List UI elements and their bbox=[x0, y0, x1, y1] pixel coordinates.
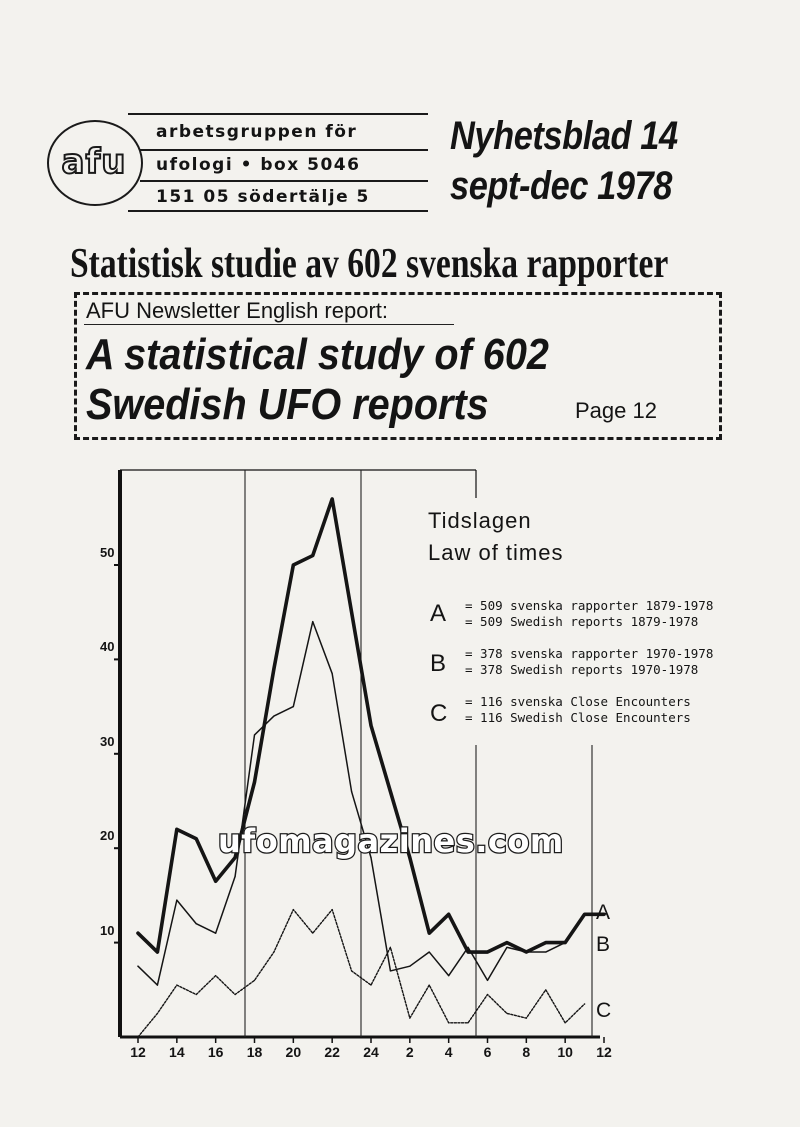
data-point-a bbox=[254, 782, 255, 783]
legend-letter-b: B bbox=[430, 650, 447, 677]
headline-swedish: Statistisk studie av 602 svenska rapporter bbox=[70, 241, 669, 287]
data-point-a bbox=[157, 951, 158, 952]
data-point-a bbox=[370, 725, 371, 726]
data-point-a bbox=[584, 914, 585, 915]
data-point-c bbox=[584, 1003, 585, 1004]
data-point-c bbox=[429, 984, 430, 985]
data-point-b bbox=[332, 673, 333, 674]
end-label-a: A bbox=[596, 901, 611, 924]
data-point-a bbox=[545, 942, 546, 943]
data-point-b bbox=[526, 951, 527, 952]
address-line-1: arbetsgruppen för bbox=[156, 122, 358, 142]
address-line-3: 151 05 södertälje 5 bbox=[156, 187, 370, 207]
data-point-b bbox=[137, 966, 138, 967]
watermark: ufomagazines.com bbox=[218, 822, 564, 860]
legend-b-swedish: = 378 svenska rapporter 1970-1978 bbox=[465, 646, 714, 661]
address-line-2: ufologi • box 5046 bbox=[156, 155, 361, 175]
data-point-b bbox=[506, 947, 507, 948]
data-point-a bbox=[196, 838, 197, 839]
newsletter-label: AFU Newsletter English report: bbox=[86, 298, 388, 323]
data-point-c bbox=[448, 1022, 449, 1023]
data-point-c bbox=[409, 1018, 410, 1019]
data-point-b bbox=[176, 900, 177, 901]
x-tick-label: 14 bbox=[169, 1044, 185, 1060]
x-tick-label: 6 bbox=[483, 1044, 492, 1060]
data-point-b bbox=[312, 621, 313, 622]
data-point-c bbox=[273, 951, 274, 952]
x-tick-label: 2 bbox=[405, 1044, 414, 1060]
legend-letter-a: A bbox=[430, 600, 447, 627]
data-point-b bbox=[565, 942, 566, 943]
data-point-b bbox=[390, 970, 391, 971]
data-point-a bbox=[351, 612, 352, 613]
english-title-line-2: Swedish UFO reports bbox=[86, 380, 489, 429]
data-point-a bbox=[215, 881, 216, 882]
data-point-c bbox=[467, 1022, 468, 1023]
data-point-b bbox=[215, 933, 216, 934]
x-tick-label: 20 bbox=[285, 1044, 302, 1060]
data-point-c bbox=[157, 1013, 158, 1014]
data-point-b bbox=[429, 951, 430, 952]
english-title-line-1: A statistical study of 602 bbox=[86, 330, 549, 379]
x-tick-label: 12 bbox=[596, 1044, 612, 1060]
data-point-a bbox=[273, 668, 274, 669]
x-tick-label: 16 bbox=[207, 1044, 224, 1060]
issue-date: sept-dec 1978 bbox=[450, 164, 672, 208]
end-label-c: C bbox=[596, 999, 612, 1022]
y-tick-label: 10 bbox=[100, 922, 115, 938]
data-point-c bbox=[215, 975, 216, 976]
data-point-c bbox=[312, 933, 313, 934]
x-tick-label: 18 bbox=[246, 1044, 263, 1060]
data-point-c bbox=[565, 1022, 566, 1023]
y-tick-label: 40 bbox=[100, 639, 115, 655]
x-tick-label: 10 bbox=[557, 1044, 573, 1060]
legend-b-english: = 378 Swedish reports 1970-1978 bbox=[465, 662, 699, 677]
data-point-a bbox=[448, 914, 449, 915]
data-point-b bbox=[254, 734, 255, 735]
data-point-b bbox=[157, 984, 158, 985]
data-point-c bbox=[487, 994, 488, 995]
data-point-a bbox=[506, 942, 507, 943]
data-point-c bbox=[137, 1036, 138, 1037]
data-point-c bbox=[390, 947, 391, 948]
legend-letter-c: C bbox=[430, 700, 448, 727]
data-point-c bbox=[351, 970, 352, 971]
issue-number: Nyhetsblad 14 bbox=[450, 114, 678, 158]
legend-c-swedish: = 116 svenska Close Encounters bbox=[465, 694, 691, 709]
legend-a-swedish: = 509 svenska rapporter 1879-1978 bbox=[465, 598, 714, 613]
chart-title: Tidslagen bbox=[428, 508, 532, 533]
data-point-c bbox=[176, 984, 177, 985]
chart-subtitle: Law of times bbox=[428, 540, 564, 565]
data-point-a bbox=[390, 791, 391, 792]
data-point-b bbox=[545, 951, 546, 952]
data-point-c bbox=[545, 989, 546, 990]
end-label-b: B bbox=[596, 933, 611, 956]
x-tick-label: 24 bbox=[363, 1044, 379, 1060]
data-point-c bbox=[234, 994, 235, 995]
data-point-b bbox=[409, 966, 410, 967]
y-tick-label: 50 bbox=[100, 545, 115, 560]
data-point-a bbox=[293, 564, 294, 565]
data-point-c bbox=[293, 909, 294, 910]
data-point-a bbox=[312, 555, 313, 556]
data-point-a bbox=[176, 829, 177, 830]
data-point-c bbox=[506, 1013, 507, 1014]
data-point-a bbox=[467, 951, 468, 952]
y-tick-label: 20 bbox=[100, 828, 115, 844]
data-point-b bbox=[487, 980, 488, 981]
data-point-c bbox=[526, 1018, 527, 1019]
data-point-b bbox=[293, 706, 294, 707]
data-point-b bbox=[467, 947, 468, 948]
data-point-c bbox=[370, 984, 371, 985]
page-reference: Page 12 bbox=[575, 398, 657, 423]
legend-a-english: = 509 Swedish reports 1879-1978 bbox=[465, 614, 699, 629]
legend-c-english: = 116 Swedish Close Encounters bbox=[465, 710, 691, 725]
data-point-b bbox=[234, 876, 235, 877]
data-point-a bbox=[429, 933, 430, 934]
data-point-c bbox=[196, 994, 197, 995]
x-tick-label: 4 bbox=[444, 1044, 453, 1060]
data-point-b bbox=[196, 923, 197, 924]
chart-series bbox=[137, 498, 604, 1037]
data-point-a bbox=[487, 951, 488, 952]
data-point-c bbox=[332, 909, 333, 910]
data-point-a bbox=[137, 933, 138, 934]
data-point-a bbox=[332, 498, 333, 499]
data-point-c bbox=[254, 980, 255, 981]
data-point-b bbox=[273, 715, 274, 716]
x-tick-label: 8 bbox=[522, 1044, 531, 1060]
data-point-b bbox=[351, 791, 352, 792]
x-tick-label: 12 bbox=[130, 1044, 146, 1060]
afu-logo: afu bbox=[61, 142, 127, 182]
x-tick-label: 22 bbox=[324, 1044, 340, 1060]
data-point-b bbox=[448, 975, 449, 976]
y-tick-label: 30 bbox=[100, 733, 115, 749]
